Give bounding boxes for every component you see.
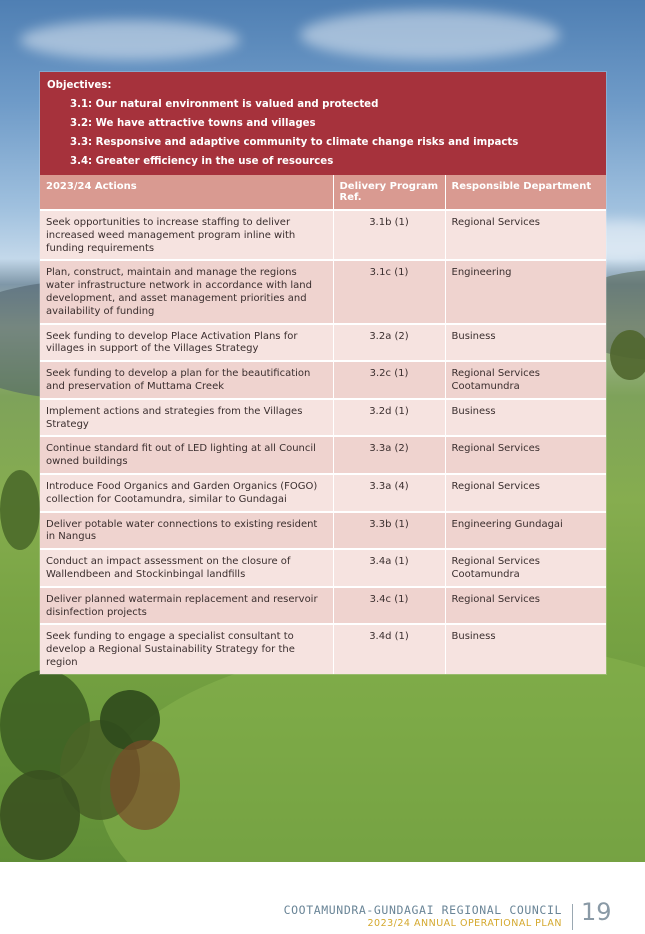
- table-row: [40, 512, 606, 550]
- actions-panel: [40, 72, 606, 674]
- action-cell: Deliver planned watermain replacement and reservoir disinfection projects: [40, 587, 333, 625]
- table-row: [40, 399, 606, 437]
- header-delivery-ref: Delivery Program Ref.: [333, 175, 445, 210]
- council-name: COOTAMUNDRA-GUNDAGAI REGIONAL COUNCIL: [283, 903, 562, 917]
- ref-cell: 3.4a (1): [333, 549, 445, 587]
- ref-cell: 3.2d (1): [333, 399, 445, 437]
- header-actions: 2023/24 Actions: [40, 175, 333, 210]
- ref-cell: 3.3a (4): [333, 474, 445, 512]
- dept-cell: Regional Services Cootamundra: [445, 361, 606, 399]
- table-row: [40, 361, 606, 399]
- action-cell: Deliver potable water connections to existing resident in Nangus: [40, 512, 333, 550]
- dept-cell: Business: [445, 324, 606, 362]
- table-row: [40, 210, 606, 260]
- table-row: [40, 587, 606, 625]
- dept-cell: Business: [445, 399, 606, 437]
- objective-item: 3.3: Responsive and adaptive community to climate change risks and impacts: [70, 137, 519, 148]
- action-cell: Seek funding to develop Place Activation Plans for villages in support of the Villages Strategy: [40, 324, 333, 362]
- table-row: [40, 624, 606, 673]
- dept-cell: Regional Services Cootamundra: [445, 549, 606, 587]
- ref-cell: 3.1c (1): [333, 260, 445, 323]
- ref-cell: 3.3b (1): [333, 512, 445, 550]
- page-number: 19: [581, 898, 612, 926]
- dept-cell: Regional Services: [445, 587, 606, 625]
- objective-item: 3.4: Greater efficiency in the use of resources: [70, 156, 334, 167]
- table-header-row: [40, 175, 606, 210]
- header-department: Responsible Department: [445, 175, 606, 210]
- objectives-heading: Objectives:: [47, 80, 112, 91]
- table-row: [40, 260, 606, 323]
- dept-cell: Regional Services: [445, 474, 606, 512]
- objective-item: 3.2: We have attractive towns and villages: [70, 118, 316, 129]
- table-row: [40, 324, 606, 362]
- table-row: [40, 549, 606, 587]
- dept-cell: Engineering: [445, 260, 606, 323]
- actions-table: [40, 175, 606, 674]
- ref-cell: 3.2c (1): [333, 361, 445, 399]
- ref-cell: 3.2a (2): [333, 324, 445, 362]
- ref-cell: 3.4c (1): [333, 587, 445, 625]
- table-row: [40, 436, 606, 474]
- ref-cell: 3.3a (2): [333, 436, 445, 474]
- action-cell: Introduce Food Organics and Garden Organics (FOGO) collection for Cootamundra, similar to Gundagai: [40, 474, 333, 512]
- footer-divider: [572, 904, 573, 930]
- action-cell: Conduct an impact assessment on the closure of Wallendbeen and Stockinbingal landfills: [40, 549, 333, 587]
- action-cell: Seek funding to engage a specialist consultant to develop a Regional Sustainability Strategy for the region: [40, 624, 333, 673]
- dept-cell: Regional Services: [445, 436, 606, 474]
- ref-cell: 3.4d (1): [333, 624, 445, 673]
- dept-cell: Regional Services: [445, 210, 606, 260]
- action-cell: Seek opportunities to increase staffing to deliver increased weed management program inline with funding requirements: [40, 210, 333, 260]
- objective-item: 3.1: Our natural environment is valued and protected: [70, 99, 379, 110]
- ref-cell: 3.1b (1): [333, 210, 445, 260]
- action-cell: Plan, construct, maintain and manage the regions water infrastructure network in accordance with land development, and asset management priorities and availability of funding: [40, 260, 333, 323]
- dept-cell: Engineering Gundagai: [445, 512, 606, 550]
- action-cell: Implement actions and strategies from the Villages Strategy: [40, 399, 333, 437]
- plan-title: 2023/24 ANNUAL OPERATIONAL PLAN: [367, 918, 562, 929]
- table-row: [40, 474, 606, 512]
- objectives-box: [40, 72, 606, 175]
- action-cell: Continue standard fit out of LED lighting at all Council owned buildings: [40, 436, 333, 474]
- action-cell: Seek funding to develop a plan for the beautification and preservation of Muttama Creek: [40, 361, 333, 399]
- dept-cell: Business: [445, 624, 606, 673]
